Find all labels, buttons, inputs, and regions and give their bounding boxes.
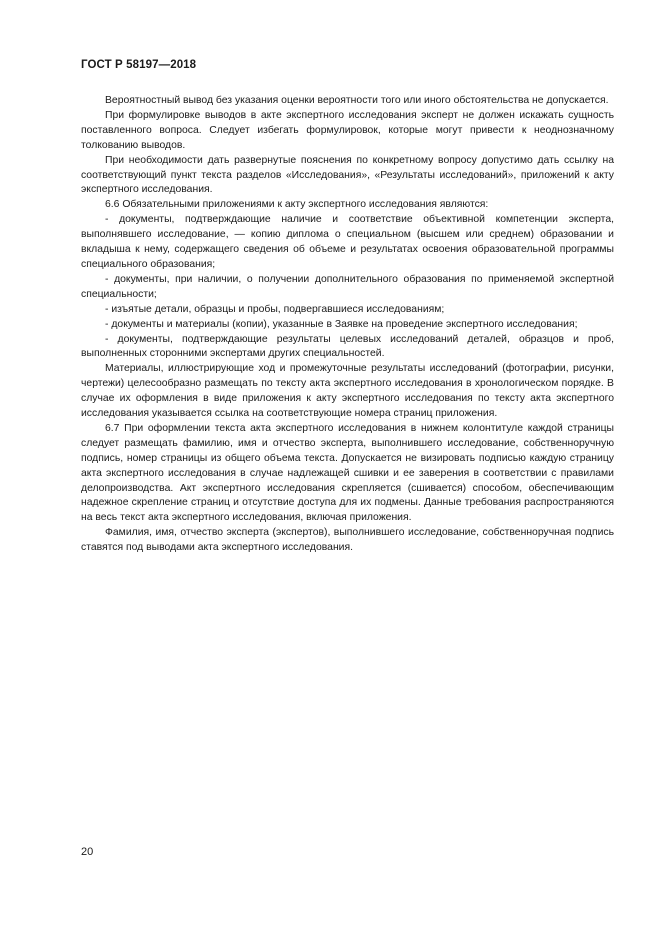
paragraph: Материалы, иллюстрирующие ход и промежуточные результаты исследований (фотографии, рисунки, чертежи) целесообразно размещать по тексту акта экспертного исследования в хронологическом порядке. В случае их оформления в виде приложения к акту экспертного исследования по тексту акта экспертного исследования указывается ссылка на соответствующие номера страниц приложения. <box>81 363 614 420</box>
section-6-6-heading: 6.6 Обязательными приложениями к акту экспертного исследования являются: <box>105 199 489 211</box>
list-item: - изъятые детали, образцы и пробы, подвергавшиеся исследованиям; <box>105 303 445 315</box>
list-item: - документы, при наличии, о получении дополнительного образования по применяемой экспертной специальности; <box>81 273 614 300</box>
section-6-7-paragraph: 6.7 При оформлении текста акта экспертного исследования в нижнем колонтитуле каждой страницы следует размещать фамилию, имя и отчество эксперта, выполнившего исследование, собственноручную подпись, номер страницы из общего объема текста. Допускается не визировать подписью каждую страницу акта экспертного исследования в случае надлежащей сшивки и ее заверения в соответствии с правилами делопроизводства. Акт экспертного исследования скрепляется (сшивается) способом, обеспечивающим надежное скрепление страниц и отсутствие доступа для их подмены. Данные требования распространяются на весь текст акта экспертного исследования, включая приложения. <box>81 422 614 524</box>
document-code-header: ГОСТ Р 58197—2018 <box>81 59 197 71</box>
paragraph: При формулировке выводов в акте экспертного исследования эксперт не должен искажать сущность поставленного вопроса. Следует избегать формулировок, которые могут привести к неоднозначному толкованию выводов. <box>81 109 614 151</box>
list-item: - документы, подтверждающие наличие и соответствие объективной компетенции эксперта, выполнявшего исследование, — копию диплома о специальном (высшем или среднем) образовании и вкладыша к нему, содержащего сведения об объеме и результатах освоения образовательной программы специального образования; <box>81 214 614 270</box>
document-body <box>81 94 614 556</box>
paragraph: Фамилия, имя, отчество эксперта (экспертов), выполнившего исследование, собственноручная подпись ставятся под выводами акта экспертного исследования. <box>81 527 614 554</box>
paragraph: При необходимости дать развернутые пояснения по конкретному вопросу допустимо дать ссылку на соответствующий пункт текста разделов «Исследования», «Результаты исследований», приложений к акту экспертного исследования. <box>81 154 614 196</box>
paragraph: Вероятностный вывод без указания оценки вероятности того или иного обстоятельства не допускается. <box>105 95 609 106</box>
list-item: - документы и материалы (копии), указанные в Заявке на проведение экспертного исследования; <box>105 318 578 330</box>
page-number: 20 <box>81 846 94 858</box>
list-item: - документы, подтверждающие результаты целевых исследований деталей, образцов и проб, выполненных сторонними экспертами других специальностей. <box>81 333 614 360</box>
